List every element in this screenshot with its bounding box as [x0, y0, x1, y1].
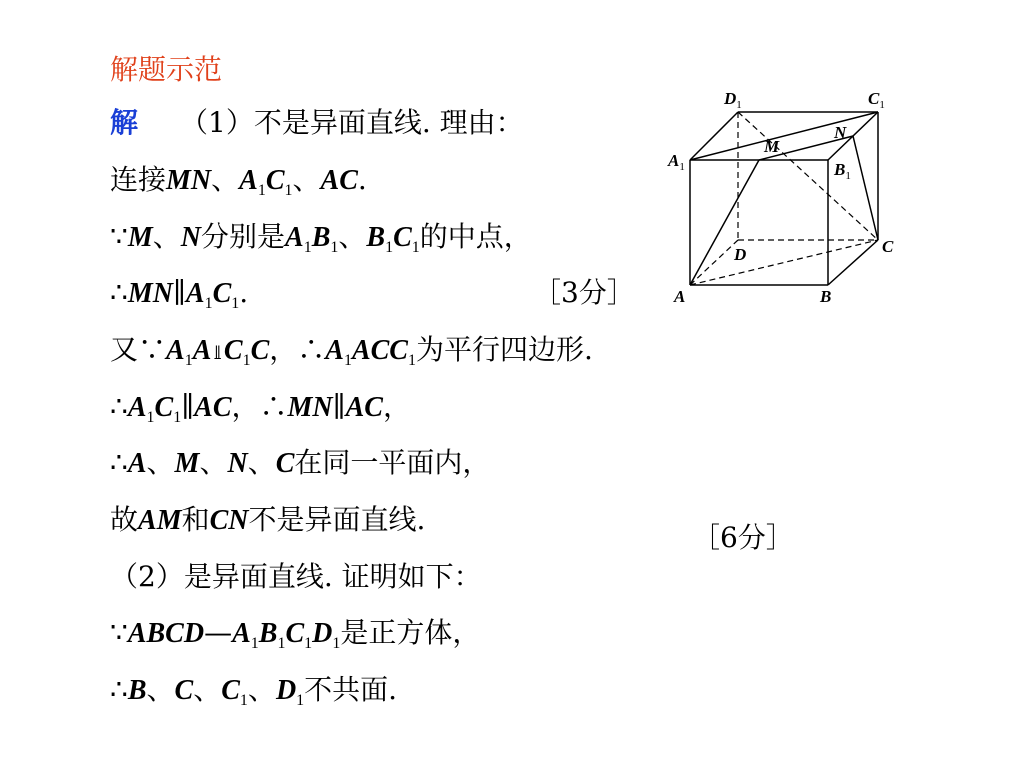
solution-line-5: 又$\because A_1A$ ∥ $C_1C$，$\therefore A_1ACC_1$为平行四边形. [110, 333, 593, 369]
solution-line-6: $\therefore A_1C_1\parallel AC$，∴MN∥AC， [110, 390, 411, 426]
score-3: ［3分］ [533, 276, 635, 309]
part-2-statement: （2）是异面直线. 证明如下： [110, 560, 482, 593]
cube-diagram [660, 80, 910, 310]
part-1-statement: （1）不是异面直线. 理由： [180, 106, 524, 139]
label-B1: $B_1$ [834, 160, 851, 182]
section-heading: 解题示范 [110, 53, 223, 86]
solution-line-2: 连接MN、$A_1C_1$、AC. [110, 163, 367, 199]
solution-line-8: 故AM和CN不是异面直线. [110, 503, 426, 536]
solution-line-7: ∴A、M、N、C在同一平面内， [110, 446, 491, 479]
label-C: C [882, 237, 894, 256]
label-C1: $C_1$ [868, 89, 885, 111]
label-M: M [764, 137, 780, 156]
label-A1: $A_1$ [668, 151, 685, 173]
label-A: A [674, 287, 686, 306]
solution-line-3: ∵M、N分别是$A_1B_1$、$B_1C_1$的中点， [110, 220, 532, 256]
label-B: B [820, 287, 832, 306]
solution-line-4: $\therefore MN\parallel A_1C_1$. [110, 276, 249, 312]
label-D1: $D_1$ [724, 89, 742, 111]
score-6: ［6分］ [692, 521, 794, 554]
solution-line-1 [110, 103, 524, 143]
solution-label: 解 [110, 106, 139, 139]
solution-line-10: $\because ABCD—A_1B_1C_1D_1$是正方体， [110, 616, 481, 652]
label-N: N [834, 123, 847, 142]
solution-line-11: ∴B、C、$C_1$、$D_1$不共面. [110, 673, 398, 709]
solution-line-9 [110, 557, 482, 597]
label-D: D [734, 245, 747, 264]
